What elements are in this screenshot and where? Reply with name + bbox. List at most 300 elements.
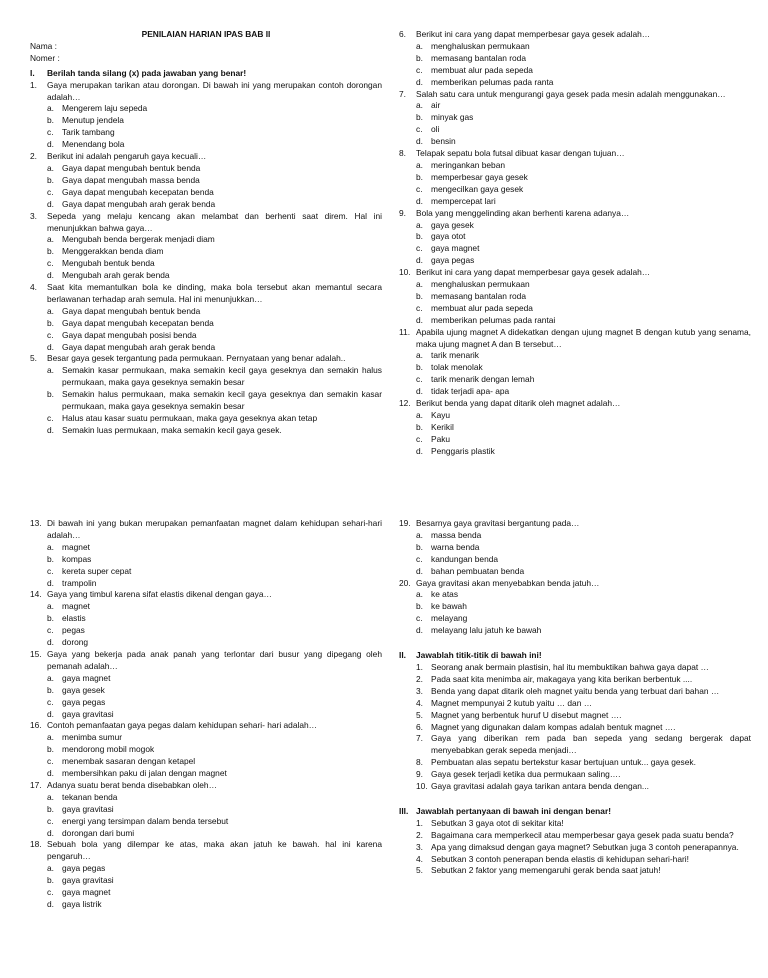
answer-option bbox=[399, 124, 751, 136]
question-text: Sebutkan 3 gaya otot di sekitar kita! bbox=[431, 817, 564, 828]
question-item bbox=[399, 757, 751, 769]
answer-option bbox=[30, 306, 382, 318]
option-text: kandungan benda bbox=[431, 553, 499, 564]
answer-option bbox=[399, 530, 751, 542]
question-number: 19. bbox=[399, 518, 411, 528]
option-text: menghaluskan permukaan bbox=[431, 40, 530, 51]
option-text: membuat alur pada sepeda bbox=[431, 302, 533, 313]
answer-option bbox=[30, 330, 382, 342]
answer-option bbox=[30, 804, 382, 816]
option-letter: a. bbox=[416, 410, 423, 420]
option-letter: d. bbox=[47, 139, 54, 150]
answer-option bbox=[399, 136, 751, 148]
option-text: Mengubah benda bergerak menjadi diam bbox=[62, 234, 215, 245]
option-letter: c. bbox=[47, 696, 54, 707]
answer-option bbox=[399, 291, 751, 303]
question-item bbox=[399, 722, 751, 734]
option-letter: b. bbox=[47, 317, 54, 328]
option-text: Menendang bola bbox=[62, 139, 125, 150]
answer-option bbox=[30, 816, 382, 828]
answer-option bbox=[399, 65, 751, 77]
option-text: magnet bbox=[62, 541, 90, 552]
answer-option bbox=[399, 350, 751, 362]
option-text: Gaya dapat mengubah bentuk benda bbox=[62, 305, 201, 316]
question-text: Seorang anak bermain plastisin, hal itu membuktikan bahwa gaya dapat … bbox=[431, 661, 709, 672]
question-item bbox=[399, 698, 751, 710]
question-number: 7. bbox=[416, 733, 423, 744]
option-text: gaya gesek bbox=[431, 219, 474, 230]
question-text: Adanya suatu berat benda disebabkan oleh… bbox=[47, 779, 217, 790]
option-letter: b. bbox=[47, 875, 54, 886]
name-field-label: Nama : bbox=[30, 40, 57, 51]
question-number: 6. bbox=[416, 721, 423, 732]
answer-option bbox=[30, 601, 382, 613]
question-item bbox=[399, 865, 751, 877]
option-letter: c. bbox=[416, 374, 423, 385]
question-text: Sebutkan 2 faktor yang memengaruhi gerak benda saat jatuh! bbox=[431, 865, 661, 876]
answer-option bbox=[30, 828, 382, 840]
question-text: Berikut benda yang dapat ditarik oleh magnet adalah… bbox=[416, 398, 621, 409]
option-letter: b. bbox=[47, 613, 54, 624]
spacer bbox=[399, 637, 751, 647]
option-text: minyak gas bbox=[431, 112, 474, 123]
option-text: Penggaris plastik bbox=[431, 445, 495, 456]
option-letter: b. bbox=[47, 684, 54, 695]
option-letter: a. bbox=[47, 672, 54, 683]
option-letter: d. bbox=[416, 625, 423, 636]
answer-option bbox=[30, 139, 382, 151]
option-text: menghaluskan permukaan bbox=[431, 279, 530, 290]
question-number: 10. bbox=[416, 781, 428, 792]
option-letter: d. bbox=[416, 445, 423, 456]
option-text: gaya gravitasi bbox=[62, 708, 114, 719]
answer-option bbox=[30, 163, 382, 175]
option-letter: c. bbox=[416, 124, 423, 135]
question-number: 5. bbox=[416, 709, 423, 720]
option-letter: c. bbox=[416, 243, 423, 254]
question-item bbox=[399, 818, 751, 830]
option-text: bahan pembuatan benda bbox=[431, 565, 525, 576]
option-text: memberikan pelumas pada rantai bbox=[431, 314, 556, 325]
question-text: Bagaimana cara memperkecil atau memperbesar gaya gesek pada suatu benda? bbox=[431, 829, 734, 840]
question-number: 8. bbox=[399, 148, 406, 159]
option-text: gaya magnet bbox=[62, 672, 111, 683]
question-number: 20. bbox=[399, 577, 411, 588]
option-letter: d. bbox=[416, 255, 423, 266]
option-text: Semakin halus permukaan, maka semakin kecil gaya geseknya dan semakin kasar permukaan, maka gaya geseknya semakin besar bbox=[62, 389, 382, 412]
option-text: membuat alur pada sepeda bbox=[431, 64, 533, 75]
essay-list bbox=[399, 818, 751, 878]
option-letter: c. bbox=[47, 329, 54, 340]
option-letter: a. bbox=[47, 541, 54, 552]
option-text: dorong bbox=[62, 637, 89, 648]
option-letter: d. bbox=[47, 708, 54, 719]
option-letter: d. bbox=[47, 341, 54, 352]
answer-option bbox=[30, 103, 382, 115]
question-item bbox=[30, 80, 382, 104]
option-text: tidak terjadi apa- apa bbox=[431, 386, 510, 397]
question-text: Pembuatan alas sepatu bertekstur kasar bertujuan untuk... gaya gesek. bbox=[431, 757, 696, 768]
option-text: Gaya dapat mengubah arah gerak benda bbox=[62, 198, 216, 209]
answer-option bbox=[399, 77, 751, 89]
answer-option bbox=[30, 875, 382, 887]
option-letter: a. bbox=[416, 40, 423, 51]
answer-option bbox=[399, 589, 751, 601]
question-item bbox=[399, 781, 751, 793]
option-text: warna benda bbox=[431, 541, 480, 552]
answer-option bbox=[30, 542, 382, 554]
option-text: gaya listrik bbox=[62, 899, 102, 909]
question-number: 13. bbox=[30, 518, 42, 528]
question-text: Gaya yang diberikan rem pada ban sepeda yang sedang bergerak dapat menyebabkan gerak sepeda menjadi… bbox=[431, 733, 751, 756]
question-item bbox=[399, 662, 751, 674]
option-letter: d. bbox=[47, 198, 54, 209]
section-title: Jawablah pertanyaan di bawah ini dengan benar! bbox=[416, 805, 611, 816]
answer-option bbox=[30, 709, 382, 721]
option-letter: b. bbox=[416, 541, 423, 552]
answer-option bbox=[30, 554, 382, 566]
answer-option bbox=[399, 566, 751, 578]
answer-option bbox=[399, 279, 751, 291]
option-letter: c. bbox=[416, 613, 423, 624]
answer-option bbox=[30, 566, 382, 578]
question-item bbox=[399, 208, 751, 220]
option-text: gaya pegas bbox=[431, 255, 475, 266]
question-item bbox=[399, 148, 751, 160]
option-text: massa benda bbox=[431, 529, 482, 540]
option-text: Mengubah bentuk benda bbox=[62, 258, 155, 269]
answer-option bbox=[30, 625, 382, 637]
option-letter: d. bbox=[47, 270, 54, 281]
question-number: 1. bbox=[416, 817, 423, 828]
option-letter: b. bbox=[47, 246, 54, 257]
answer-option bbox=[30, 425, 382, 437]
answer-option bbox=[399, 386, 751, 398]
section-title: Berilah tanda silang (x) pada jawaban yang benar! bbox=[47, 67, 247, 78]
question-number: 6. bbox=[399, 29, 406, 39]
question-item bbox=[399, 686, 751, 698]
option-text: membersihkan paku di jalan dengan magnet bbox=[62, 768, 227, 779]
option-text: energi yang tersimpan dalam benda tersebut bbox=[62, 815, 229, 826]
question-text: Gaya gesek terjadi ketika dua permukaan saling…. bbox=[431, 769, 621, 780]
answer-option bbox=[399, 172, 751, 184]
answer-option bbox=[399, 184, 751, 196]
option-text: kompas bbox=[62, 553, 92, 564]
option-letter: b. bbox=[47, 744, 54, 755]
option-letter: a. bbox=[416, 529, 423, 540]
question-number: 9. bbox=[416, 769, 423, 780]
option-text: gaya gesek bbox=[62, 684, 105, 695]
question-number: 12. bbox=[399, 398, 411, 409]
option-letter: c. bbox=[47, 127, 54, 138]
option-letter: c. bbox=[47, 887, 54, 898]
option-letter: a. bbox=[47, 863, 54, 874]
option-text: tarik menarik bbox=[431, 350, 479, 361]
question-text: Gaya gravitasi adalah gaya tarikan antara benda dengan... bbox=[431, 781, 649, 792]
question-item bbox=[30, 649, 382, 673]
question-text: Telapak sepatu bola futsal dibuat kasar dengan tujuan… bbox=[416, 148, 625, 159]
number-field-label: Nomer : bbox=[30, 52, 60, 63]
answer-option bbox=[399, 255, 751, 267]
option-text: memasang bantalan roda bbox=[431, 52, 526, 63]
question-text: Magnet mempunyai 2 kutub yaitu … dan … bbox=[431, 697, 593, 708]
question-number: 11. bbox=[399, 326, 411, 337]
option-letter: c. bbox=[47, 565, 54, 576]
answer-option bbox=[30, 673, 382, 685]
section-number: II. bbox=[399, 650, 406, 661]
option-letter: b. bbox=[416, 171, 423, 182]
option-text: memasang bantalan roda bbox=[431, 290, 526, 301]
question-list bbox=[30, 80, 382, 437]
answer-option bbox=[30, 613, 382, 625]
answer-option bbox=[399, 112, 751, 124]
answer-option bbox=[30, 270, 382, 282]
answer-option bbox=[30, 258, 382, 270]
question-item bbox=[399, 830, 751, 842]
option-text: Gaya dapat mengubah kecepatan benda bbox=[62, 317, 214, 328]
option-text: gaya pegas bbox=[62, 863, 106, 874]
answer-option bbox=[30, 756, 382, 768]
question-text: Berikut ini cara yang dapat memperbesar gaya gesek adalah… bbox=[416, 29, 651, 39]
answer-option bbox=[30, 318, 382, 330]
option-letter: c. bbox=[47, 815, 54, 826]
option-text: Halus atau kasar suatu permukaan, maka gaya geseknya akan tetap bbox=[62, 413, 318, 423]
option-letter: b. bbox=[416, 231, 423, 242]
answer-option bbox=[399, 410, 751, 422]
option-text: melayang lalu jatuh ke bawah bbox=[431, 625, 542, 636]
question-text: Apa yang dimaksud dengan gaya magnet? Sebutkan juga 3 contoh penerapannya. bbox=[431, 841, 739, 852]
answer-option bbox=[399, 231, 751, 243]
question-list bbox=[30, 518, 382, 911]
question-item bbox=[399, 710, 751, 722]
question-text: Salah satu cara untuk mengurangi gaya gesek pada mesin adalah menggunakan… bbox=[416, 88, 726, 99]
option-letter: c. bbox=[416, 433, 423, 444]
question-item bbox=[30, 589, 382, 601]
option-text: magnet bbox=[62, 601, 90, 612]
answer-option bbox=[399, 554, 751, 566]
option-text: Gaya dapat mengubah arah gerak benda bbox=[62, 341, 216, 352]
option-text: Tarik tambang bbox=[62, 127, 115, 138]
answer-option bbox=[30, 234, 382, 246]
spacer bbox=[399, 793, 751, 803]
answer-option bbox=[30, 863, 382, 875]
answer-option bbox=[399, 625, 751, 637]
option-text: memberikan pelumas pada ranta bbox=[431, 76, 554, 87]
question-item bbox=[399, 578, 751, 590]
question-text: Gaya merupakan tarikan atau dorongan. Di bawah ini yang merupakan contoh dorongan adalah… bbox=[47, 79, 382, 102]
answer-option bbox=[30, 792, 382, 804]
page-column-right-top bbox=[399, 29, 751, 458]
question-list bbox=[399, 29, 751, 458]
option-letter: a. bbox=[47, 791, 54, 802]
option-text: trampolin bbox=[62, 577, 97, 588]
option-text: Semakin kasar permukaan, maka semakin kecil gaya geseknya dan semakin halus permukaan, maka gaya geseknya semakin besar bbox=[62, 365, 382, 388]
option-letter: b. bbox=[416, 601, 423, 612]
question-item bbox=[30, 720, 382, 732]
option-letter: c. bbox=[416, 64, 423, 75]
option-letter: d. bbox=[416, 386, 423, 397]
option-text: oli bbox=[431, 124, 440, 135]
answer-option bbox=[30, 637, 382, 649]
option-text: memperbesar gaya gesek bbox=[431, 171, 528, 182]
option-letter: d. bbox=[416, 136, 423, 147]
option-text: gaya magnet bbox=[62, 887, 111, 898]
question-item bbox=[399, 854, 751, 866]
question-item bbox=[30, 282, 382, 306]
option-letter: c. bbox=[47, 413, 54, 423]
option-letter: b. bbox=[47, 115, 54, 126]
answer-option bbox=[30, 578, 382, 590]
question-number: 2. bbox=[416, 673, 423, 684]
option-letter: a. bbox=[416, 350, 423, 361]
question-number: 5. bbox=[416, 865, 423, 876]
answer-option bbox=[30, 899, 382, 911]
section-title: Jawablah titik-titik di bawah ini! bbox=[416, 650, 542, 661]
option-text: Mengerem laju sepeda bbox=[62, 103, 148, 114]
option-text: Mengubah arah gerak benda bbox=[62, 270, 170, 281]
option-letter: a. bbox=[416, 219, 423, 230]
question-number: 1. bbox=[30, 79, 37, 90]
option-letter: d. bbox=[416, 195, 423, 206]
option-letter: d. bbox=[47, 827, 54, 838]
option-text: ke atas bbox=[431, 589, 459, 600]
question-item bbox=[30, 839, 382, 863]
question-number: 18. bbox=[30, 839, 42, 850]
answer-option bbox=[399, 613, 751, 625]
option-letter: c. bbox=[47, 625, 54, 636]
option-letter: a. bbox=[416, 100, 423, 111]
option-letter: a. bbox=[47, 162, 54, 173]
option-letter: d. bbox=[416, 314, 423, 325]
fill-in-list bbox=[399, 662, 751, 793]
answer-option bbox=[30, 768, 382, 780]
option-text: ke bawah bbox=[431, 601, 467, 612]
option-text: menembak sasaran dengan ketapel bbox=[62, 756, 196, 767]
answer-option bbox=[30, 887, 382, 899]
option-letter: a. bbox=[47, 601, 54, 612]
question-text: Sebuah bola yang dilempar ke atas, maka akan jatuh ke bawah. hal ini karena pengaruh… bbox=[47, 839, 382, 862]
page-column-right-bottom bbox=[399, 518, 751, 877]
answer-option bbox=[399, 303, 751, 315]
answer-option bbox=[30, 127, 382, 139]
question-number: 2. bbox=[30, 151, 37, 162]
question-text: Gaya gravitasi akan menyebabkan benda jatuh… bbox=[416, 577, 600, 588]
question-text: Di bawah ini yang bukan merupakan pemanfaatan magnet dalam kehidupan sehari-hari adalah… bbox=[47, 518, 382, 540]
question-item bbox=[399, 398, 751, 410]
answer-option bbox=[399, 100, 751, 112]
option-letter: b. bbox=[416, 52, 423, 63]
question-number: 4. bbox=[416, 697, 423, 708]
option-letter: d. bbox=[47, 899, 54, 909]
answer-option bbox=[30, 697, 382, 709]
option-text: Semakin luas permukaan, maka semakin kecil gaya gesek. bbox=[62, 424, 282, 435]
answer-option bbox=[399, 434, 751, 446]
section-number: I. bbox=[30, 67, 35, 78]
question-text: Pada saat kita menimba air, makagaya yang kita berikan berbentuk .... bbox=[431, 673, 693, 684]
question-number: 4. bbox=[416, 853, 423, 864]
option-letter: a. bbox=[416, 159, 423, 170]
option-letter: c. bbox=[416, 302, 423, 313]
option-text: elastis bbox=[62, 613, 86, 624]
question-text: Berikut ini cara yang dapat memperbesar gaya gesek adalah… bbox=[416, 267, 651, 278]
option-text: bensin bbox=[431, 136, 456, 147]
question-number: 5. bbox=[30, 353, 37, 364]
option-text: gaya gravitasi bbox=[62, 803, 114, 814]
answer-option bbox=[30, 187, 382, 199]
answer-option bbox=[399, 446, 751, 458]
answer-option bbox=[30, 175, 382, 187]
question-number: 1. bbox=[416, 661, 423, 672]
question-number: 16. bbox=[30, 720, 42, 731]
option-letter: b. bbox=[47, 389, 54, 400]
answer-option bbox=[399, 315, 751, 327]
question-item bbox=[399, 674, 751, 686]
option-text: Gaya dapat mengubah massa benda bbox=[62, 174, 200, 185]
question-text: Benda yang dapat ditarik oleh magnet yaitu benda yang terbuat dari bahan … bbox=[431, 685, 720, 696]
option-letter: a. bbox=[416, 279, 423, 290]
page-column-left-bottom bbox=[30, 518, 382, 911]
question-text: Apabila ujung magnet A didekatkan dengan ujung magnet B dengan kutub yang senama, maka ujung magnet A dan B tersebut… bbox=[416, 326, 751, 349]
option-letter: b. bbox=[47, 803, 54, 814]
answer-option bbox=[30, 685, 382, 697]
answer-option bbox=[30, 732, 382, 744]
question-text: Contoh pemanfaatan gaya pegas dalam kehidupan sehari- hari adalah… bbox=[47, 720, 318, 731]
answer-option bbox=[399, 196, 751, 208]
question-item bbox=[399, 29, 751, 41]
answer-option bbox=[30, 342, 382, 354]
question-text: Saat kita memantulkan bola ke dinding, maka bola tersebut akan memantul secara berlawanan terhadap arah semula. Hal ini menunjukkan… bbox=[47, 282, 382, 304]
option-text: Kerikil bbox=[431, 421, 454, 432]
option-letter: d. bbox=[47, 637, 54, 648]
question-item bbox=[30, 151, 382, 163]
question-number: 10. bbox=[399, 267, 411, 278]
option-text: Paku bbox=[431, 433, 451, 444]
option-letter: d. bbox=[47, 424, 54, 435]
answer-option bbox=[30, 365, 382, 389]
option-text: Menggerakkan benda diam bbox=[62, 246, 164, 257]
answer-option bbox=[399, 41, 751, 53]
question-text: Besar gaya gesek tergantung pada permukaan. Pernyataan yang benar adalah.. bbox=[47, 353, 346, 364]
section-3-heading bbox=[399, 806, 751, 818]
option-letter: b. bbox=[416, 112, 423, 123]
question-number: 3. bbox=[30, 210, 37, 221]
question-item bbox=[399, 769, 751, 781]
option-letter: d. bbox=[47, 577, 54, 588]
question-number: 14. bbox=[30, 589, 42, 600]
question-item bbox=[30, 518, 382, 542]
page-column-left-top bbox=[30, 29, 382, 437]
answer-option bbox=[30, 413, 382, 425]
question-text: Berikut ini adalah pengaruh gaya kecuali… bbox=[47, 151, 207, 162]
question-item bbox=[30, 211, 382, 235]
answer-option bbox=[399, 601, 751, 613]
answer-option bbox=[399, 422, 751, 434]
option-letter: c. bbox=[416, 183, 423, 194]
answer-option bbox=[399, 220, 751, 232]
option-text: tolak menolak bbox=[431, 362, 483, 373]
option-letter: d. bbox=[47, 768, 54, 779]
answer-option bbox=[30, 199, 382, 211]
question-text: Gaya yang timbul karena sifat elastis dikenal dengan gaya… bbox=[47, 589, 272, 600]
option-text: Gaya dapat mengubah posisi benda bbox=[62, 329, 197, 340]
question-item bbox=[30, 353, 382, 365]
option-text: meringankan beban bbox=[431, 159, 506, 170]
answer-option bbox=[399, 160, 751, 172]
option-text: menimba sumur bbox=[62, 732, 123, 743]
option-letter: a. bbox=[416, 589, 423, 600]
question-text: Sebutkan 3 contoh penerapan benda elastis di kehidupan sehari-hari! bbox=[431, 853, 689, 864]
option-letter: a. bbox=[47, 305, 54, 316]
